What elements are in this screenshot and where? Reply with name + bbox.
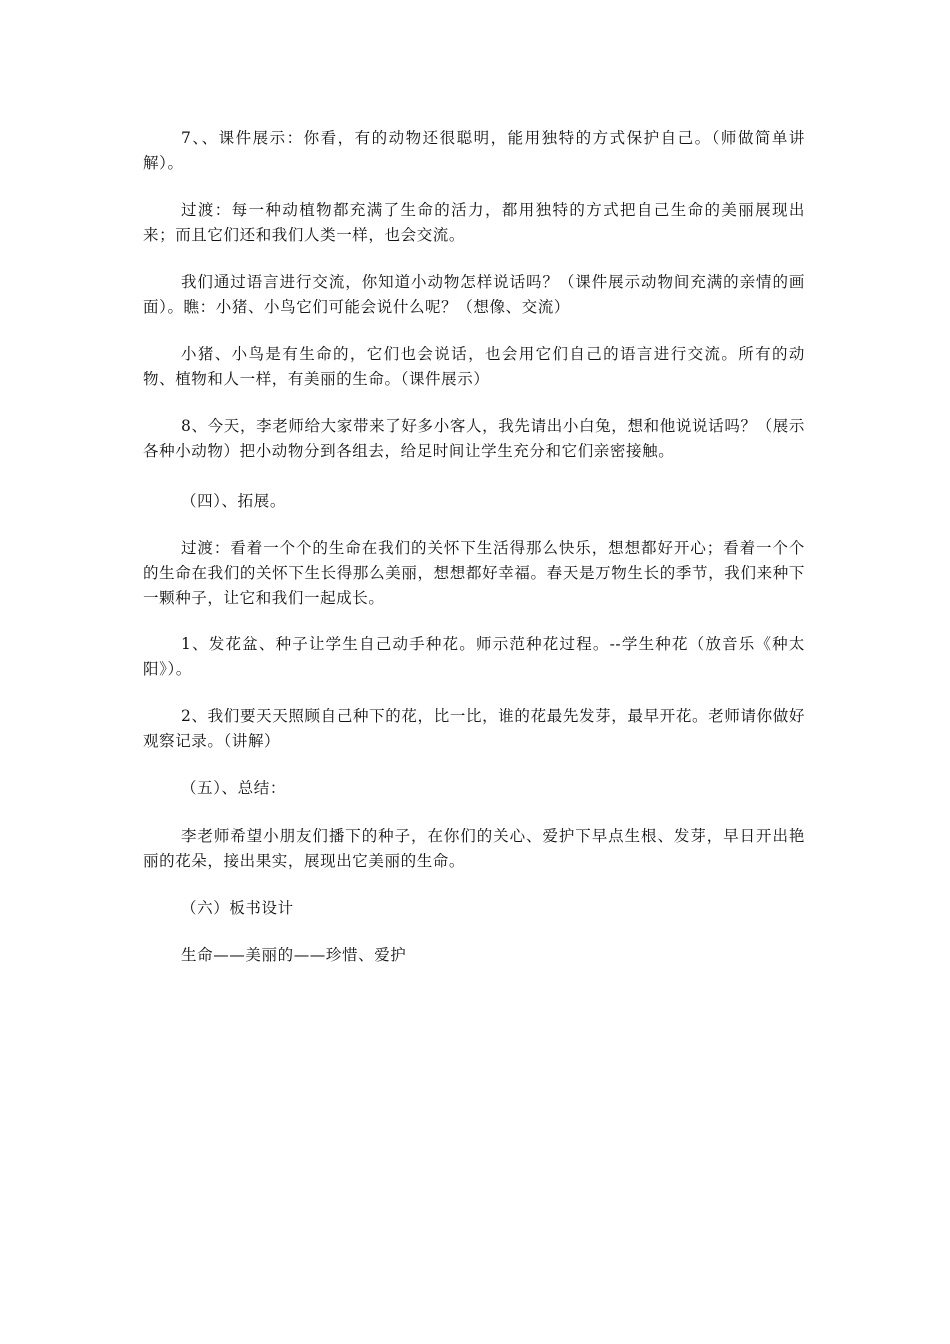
heading-extension: （四）、拓展。 <box>181 492 286 510</box>
paragraph-little-guests: 8、今天，李老师给大家带来了好多小客人，我先请出小白兔，想和他说说话吗？（展示各种小动物）把小动物分到各组去，给足时间让学生充分和它们亲密接触。 <box>143 417 805 460</box>
paragraph-animals-speak: 小猪、小鸟是有生命的，它们也会说话，也会用它们自己的语言进行交流。所有的动物、植物和人一样，有美丽的生命。（课件展示） <box>143 345 805 388</box>
paragraph-language-exchange: 我们通过语言进行交流，你知道小动物怎样说话吗？（课件展示动物间充满的亲情的画面）。瞧：小猪、小鸟它们可能会说什么呢？（想像、交流） <box>143 273 805 316</box>
paragraph-board-content: 生命——美丽的——珍惜、爱护 <box>181 946 407 964</box>
paragraph-courseware-animals: 7、、课件展示：你看，有的动物还很聪明，能用独特的方式保护自己。（师做简单讲解）。 <box>143 129 805 172</box>
paragraph-transition-seeds: 过渡：看着一个个的生命在我们的关怀下生活得那么快乐，想想都好开心；看着一个个的生命在我们的关怀下生长得那么美丽，想想都好幸福。春天是万物生长的季节，我们来种下一颗种子，让它和我们一起成长。 <box>143 539 805 607</box>
heading-summary: （五）、总结： <box>181 779 286 797</box>
heading-board-design: （六）板书设计 <box>181 899 294 917</box>
paragraph-plant-flowers: 1、发花盆、种子让学生自己动手种花。师示范种花过程。--学生种花（放音乐《种太阳》）。 <box>143 635 805 678</box>
paragraph-summary-text: 李老师希望小朋友们播下的种子，在你们的关心、爱护下早点生根、发芽，早日开出艳丽的花朵，接出果实，展现出它美丽的生命。 <box>143 827 805 870</box>
paragraph-transition-life: 过渡：每一种动植物都充满了生命的活力，都用独特的方式把自己生命的美丽展现出来；而且它们还和我们人类一样，也会交流。 <box>143 201 805 244</box>
paragraph-observation-record: 2、我们要天天照顾自己种下的花，比一比，谁的花最先发芽，最早开花。老师请你做好观察记录。（讲解） <box>143 707 805 750</box>
